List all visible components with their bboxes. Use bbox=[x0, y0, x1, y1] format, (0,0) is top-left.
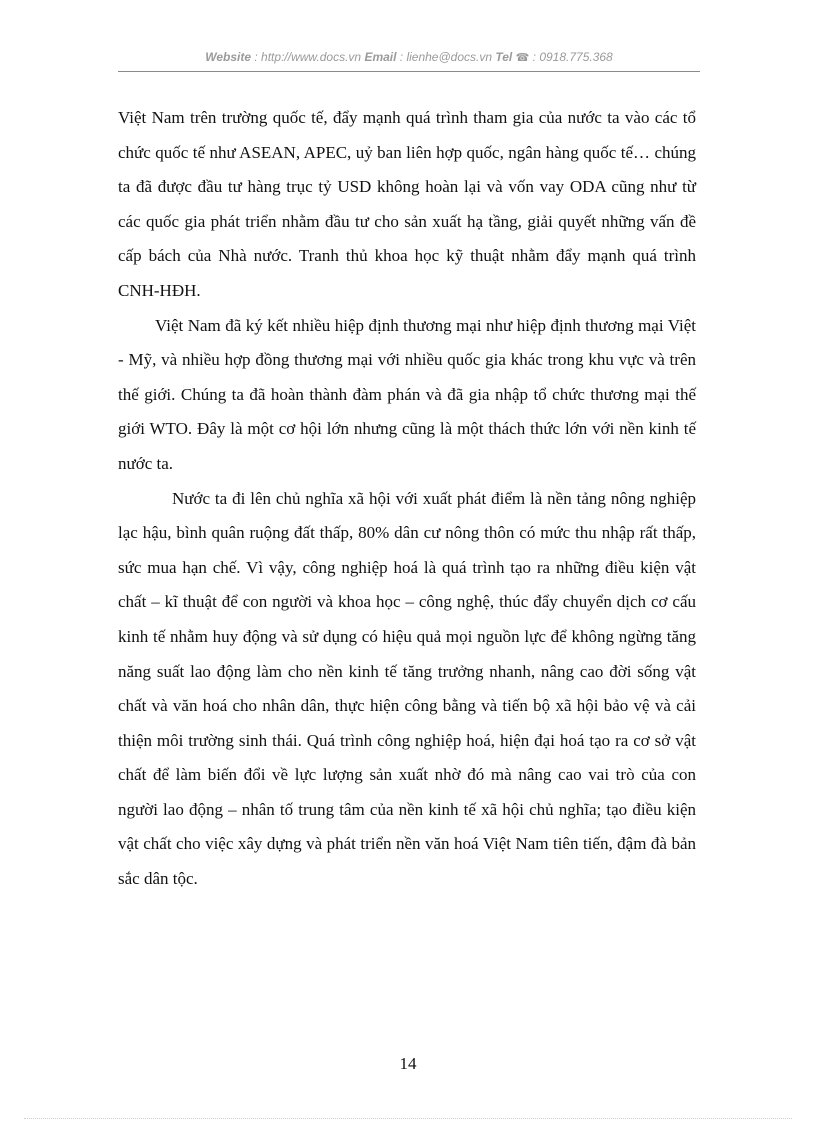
paragraph-3: Nước ta đi lên chủ nghĩa xã hội với xuất phát điểm là nền tảng nông nghiệp lạc hậu, bình quân ruộng đất thấp, 80% dân cư nông thôn có mức thu nhập rất thấp, sức mua hạn chế. Vì vậy, công nghiệp hoá là quá trình tạo ra những điều kiện vật chất – kĩ thuật để con người và khoa học – công nghệ, thúc đẩy chuyển dịch cơ cấu kinh tế nhằm huy động và sử dụng có hiệu quả mọi nguồn lực để không ngừng tăng năng suất lao động làm cho nền kinh tế tăng trưởng nhanh, nâng cao đời sống vật chất và văn hoá cho nhân dân, thực hiện công bằng và tiến bộ xã hội bảo vệ và cải thiện môi trường sinh thái. Quá trình công nghiệp hoá, hiện đại hoá tạo ra cơ sở vật chất để làm biến đổi về lực lượng sản xuất nhờ đó mà nâng cao vai trò của con người lao động – nhân tố trung tâm của nền kinh tế xã hội chủ nghĩa; tạo điều kiện vật chất cho việc xây dựng và phát triển nền văn hoá Việt Nam tiên tiến, đậm đà bản sắc dân tộc. bbox=[118, 488, 696, 889]
body-text bbox=[118, 101, 696, 897]
page-bottom-border bbox=[24, 1118, 792, 1119]
header-rule bbox=[118, 71, 700, 72]
tel-number: : 0918.775.368 bbox=[529, 50, 613, 64]
paragraph-2: Việt Nam đã ký kết nhiều hiệp định thương mại như hiệp định thương mại Việt - Mỹ, và nhiều hợp đồng thương mại với nhiều quốc gia khác trong khu vực và trên thế giới. Chúng ta đã hoàn thành đàm phán và đã gia nhập tổ chức thương mại thế giới WTO. Đây là một cơ hội lớn nhưng cũng là một thách thức lớn với nền kinh tế nước ta. bbox=[118, 315, 696, 473]
tel-label: Tel bbox=[495, 50, 513, 64]
website-url[interactable]: : http://www.docs.vn bbox=[251, 50, 365, 64]
phone-icon: ☎ bbox=[515, 52, 530, 64]
paragraph-1: Việt Nam trên trường quốc tế, đẩy mạnh quá trình tham gia của nước ta vào các tổ chức quốc tế như ASEAN, APEC, uỷ ban liên hợp quốc, ngân hàng quốc tế… chúng ta đã được đầu tư hàng trục tỷ USD không hoàn lại và vốn vay ODA cũng như từ các quốc gia phát triển nhằm đầu tư cho sản xuất hạ tầng, giải quyết những vấn đề cấp bách của Nhà nước. Tranh thủ khoa học kỹ thuật nhằm đẩy mạnh quá trình CNH-HĐH. bbox=[118, 108, 696, 300]
website-label: Website bbox=[205, 50, 252, 64]
email-address[interactable]: : lienhe@docs.vn bbox=[396, 50, 496, 64]
page-header bbox=[118, 50, 700, 70]
email-label: Email bbox=[364, 50, 397, 64]
page-number: 14 bbox=[399, 1054, 417, 1073]
